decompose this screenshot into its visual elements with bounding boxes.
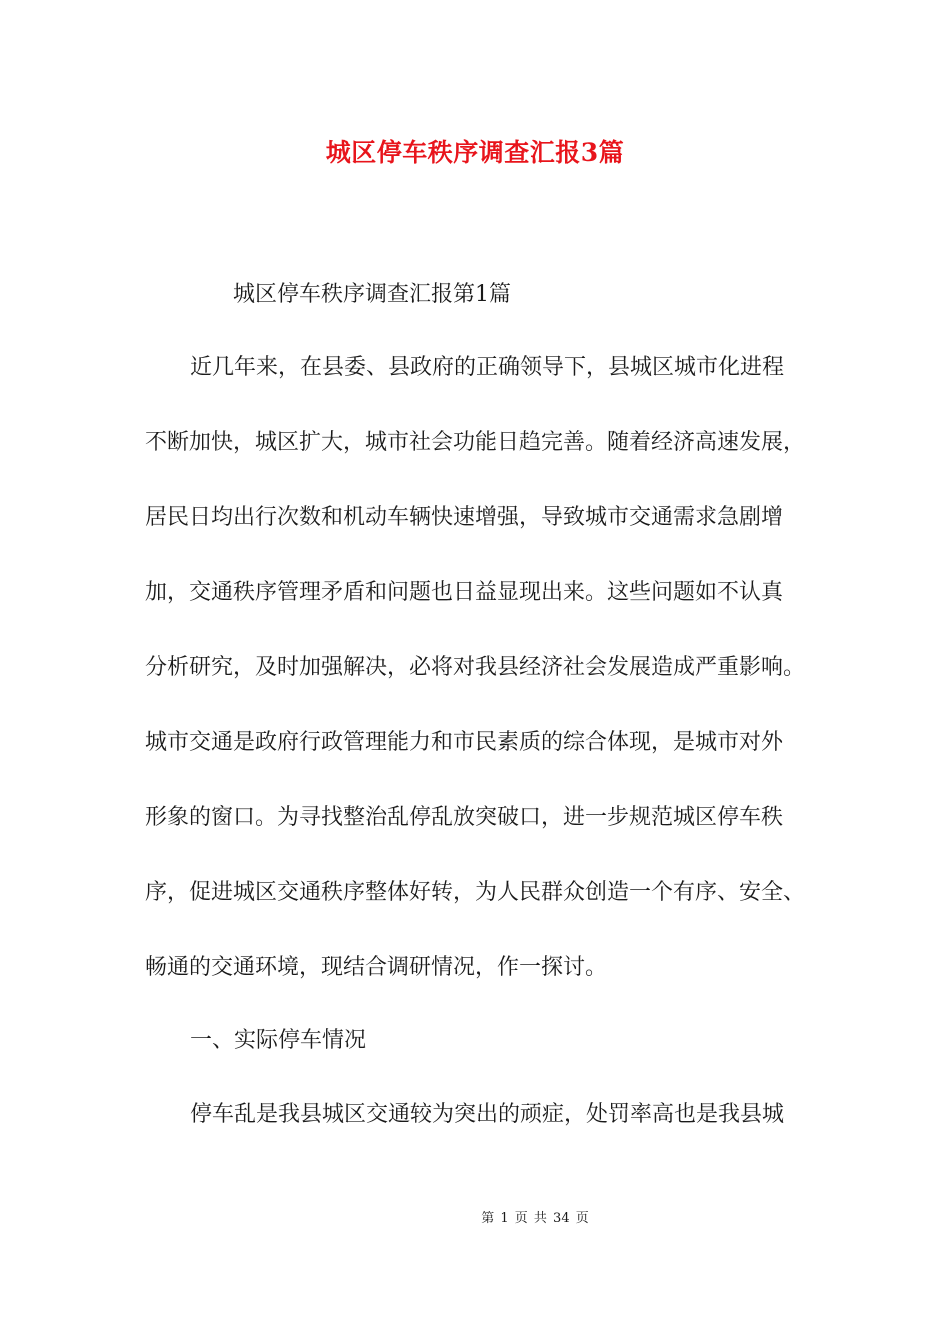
paragraph-line: 城市交通是政府行政管理能力和市民素质的综合体现，是城市对外: [145, 730, 784, 755]
paragraph-line: 形象的窗口。为寻找整治乱停乱放突破口，进一步规范城区停车秩: [145, 805, 784, 830]
document-title: 城区停车秩序调查汇报3篇: [325, 138, 625, 167]
document-subtitle: 城区停车秩序调查汇报第1篇: [233, 282, 511, 307]
paragraph-line: 近几年来，在县委、县政府的正确领导下，县城区城市化进程: [190, 355, 785, 380]
paragraph-line: 不断加快，城区扩大，城市社会功能日趋完善。随着经济高速发展，: [145, 430, 806, 455]
paragraph-line: 序，促进城区交通秩序整体好转，为人民群众创造一个有序、安全、: [145, 880, 806, 905]
paragraph-line: 停车乱是我县城区交通较为突出的顽症，处罚率高也是我县城: [190, 1102, 785, 1127]
paragraph-line: 畅通的交通环境，现结合调研情况，作一探讨。: [145, 955, 608, 980]
page-number-footer: 第 1 页 共 34 页: [481, 1211, 589, 1226]
paragraph-line: 分析研究，及时加强解决，必将对我县经济社会发展造成严重影响。: [145, 655, 806, 680]
paragraph-line: 居民日均出行次数和机动车辆快速增强，导致城市交通需求急剧增: [145, 505, 784, 530]
section-heading: 一、实际停车情况: [190, 1028, 367, 1053]
paragraph-line: 加，交通秩序管理矛盾和问题也日益显现出来。这些问题如不认真: [145, 580, 784, 605]
